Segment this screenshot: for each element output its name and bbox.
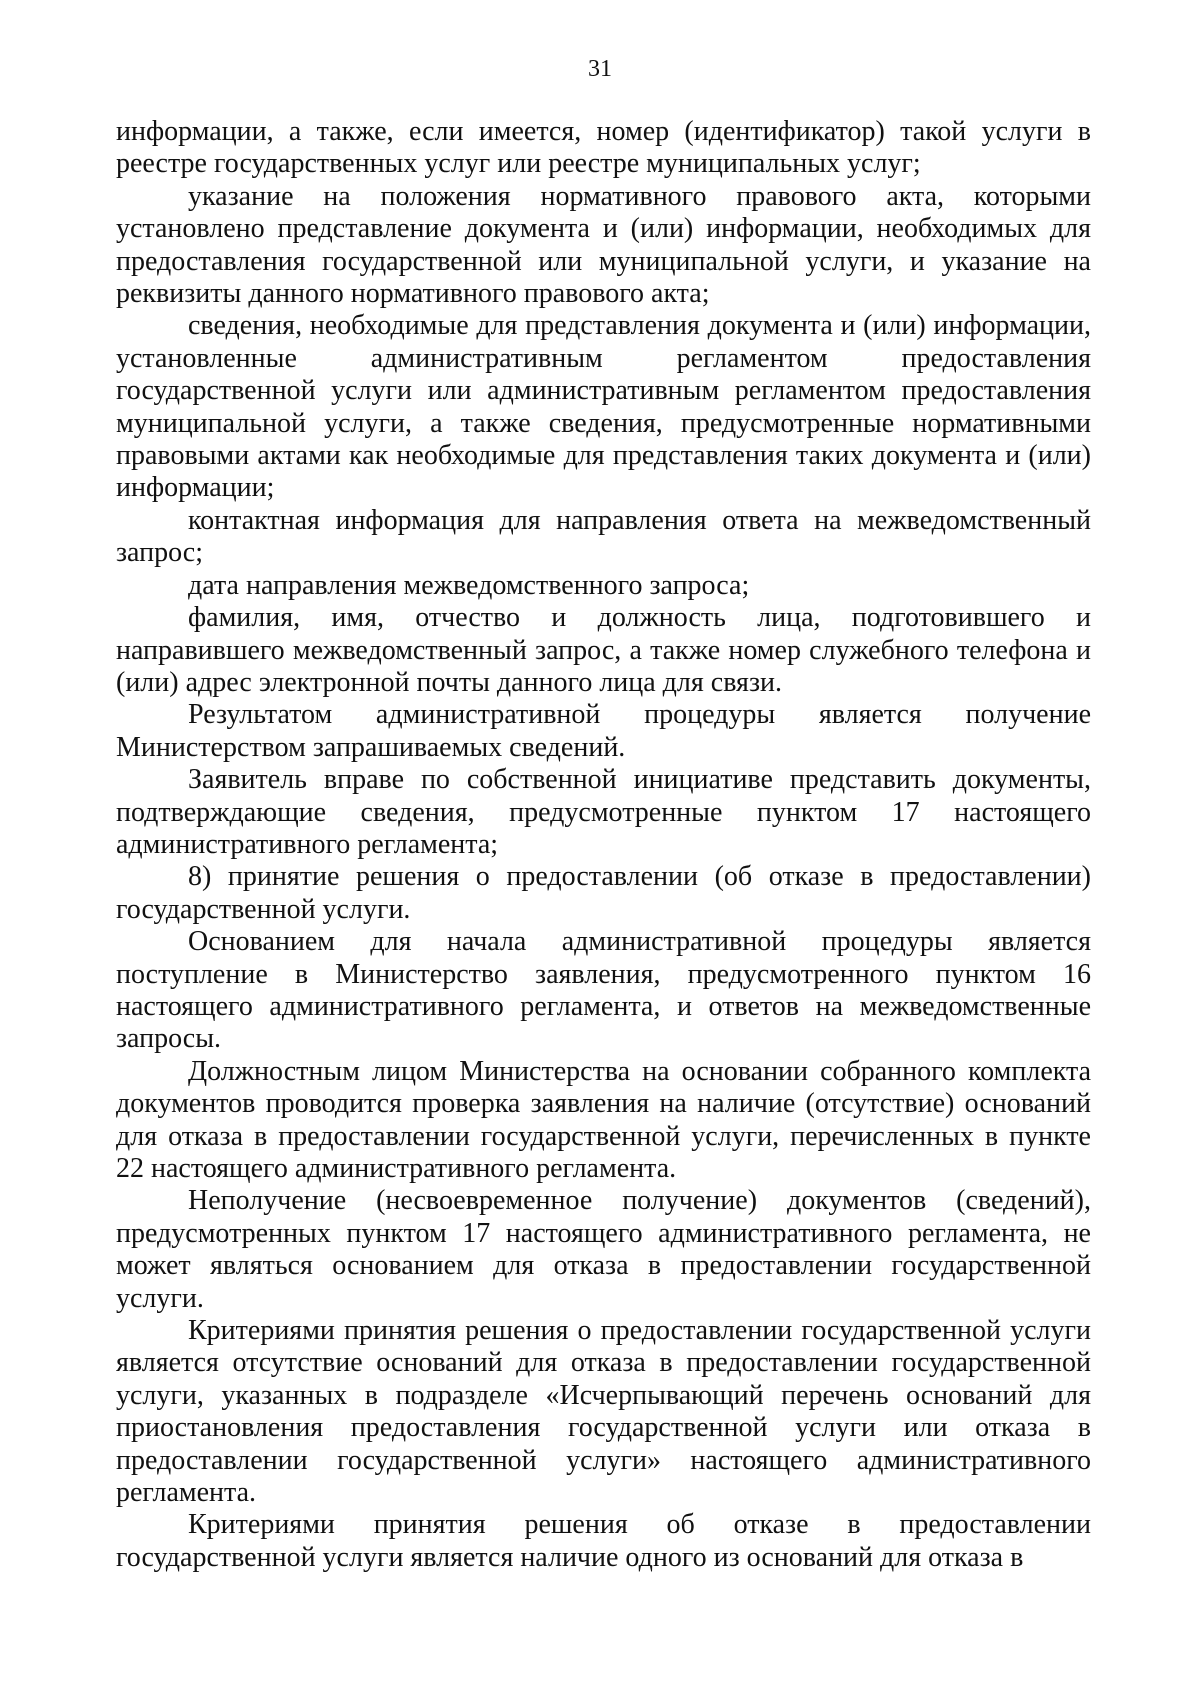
paragraph: 8) принятие решения о предоставлении (об отказе в предоставлении) государственной услуги. bbox=[116, 861, 1091, 925]
paragraph: Основанием для начала административной процедуры является поступление в Министерство заявления, предусмотренного пунктом 16 настоящего административного регламента, и ответов на межведомственные запросы. bbox=[116, 926, 1091, 1055]
paragraph: фамилия, имя, отчество и должность лица, подготовившего и направившего межведомственный запрос, а также номер служебного телефона и (или) адрес электронной почты данного лица для связи. bbox=[116, 602, 1091, 698]
paragraph: Критериями принятия решения об отказе в предоставлении государственной услуги является наличие одного из оснований для отказа в bbox=[116, 1509, 1091, 1573]
paragraph: информации, а также, если имеется, номер (идентификатор) такой услуги в реестре государственных услуг или реестре муниципальных услуг; bbox=[116, 116, 1091, 180]
paragraph: дата направления межведомственного запроса; bbox=[188, 569, 750, 601]
document-body bbox=[116, 116, 1091, 1574]
paragraph: Неполучение (несвоевременное получение) документов (сведений), предусмотренных пунктом 17 настоящего административного регламента, не может являться основанием для отказа в предоставлении государственной услуги. bbox=[116, 1185, 1091, 1314]
paragraph: Критериями принятия решения о предоставлении государственной услуги является отсутствие оснований для отказа в предоставлении государственной услуги, указанных в подразделе «Исчерпывающий перечень оснований для приостановления предоставления государственной услуги или отказа в предоставлении государственной услуги» настоящего административного регламента. bbox=[116, 1315, 1091, 1509]
paragraph: Заявитель вправе по собственной инициативе представить документы, подтверждающие сведения, предусмотренные пунктом 17 настоящего административного регламента; bbox=[116, 764, 1091, 860]
paragraph: контактная информация для направления ответа на межведомственный запрос; bbox=[116, 504, 1091, 569]
paragraph: сведения, необходимые для представления документа и (или) информации, установленные административным регламентом предоставления государственной услуги или административным регламентом предоставления муниципальной услуги, а также сведения, предусмотренные нормативными правовыми актами как необходимые для представления таких документа и (или) информации; bbox=[116, 310, 1091, 504]
paragraph: указание на положения нормативного правового акта, которыми установлено представление документа и (или) информации, необходимых для предоставления государственной или муниципальной услуги, и указание на реквизиты данного нормативного правового акта; bbox=[116, 180, 1091, 310]
paragraph: Должностным лицом Министерства на основании собранного комплекта документов проводится проверка заявления на наличие (отсутствие) оснований для отказа в предоставлении государственной услуги, перечисленных в пункте 22 настоящего административного регламента. bbox=[116, 1055, 1091, 1184]
page-number: 31 bbox=[588, 56, 612, 82]
paragraph: Результатом административной процедуры является получение Министерством запрашиваемых сведений. bbox=[116, 699, 1091, 763]
